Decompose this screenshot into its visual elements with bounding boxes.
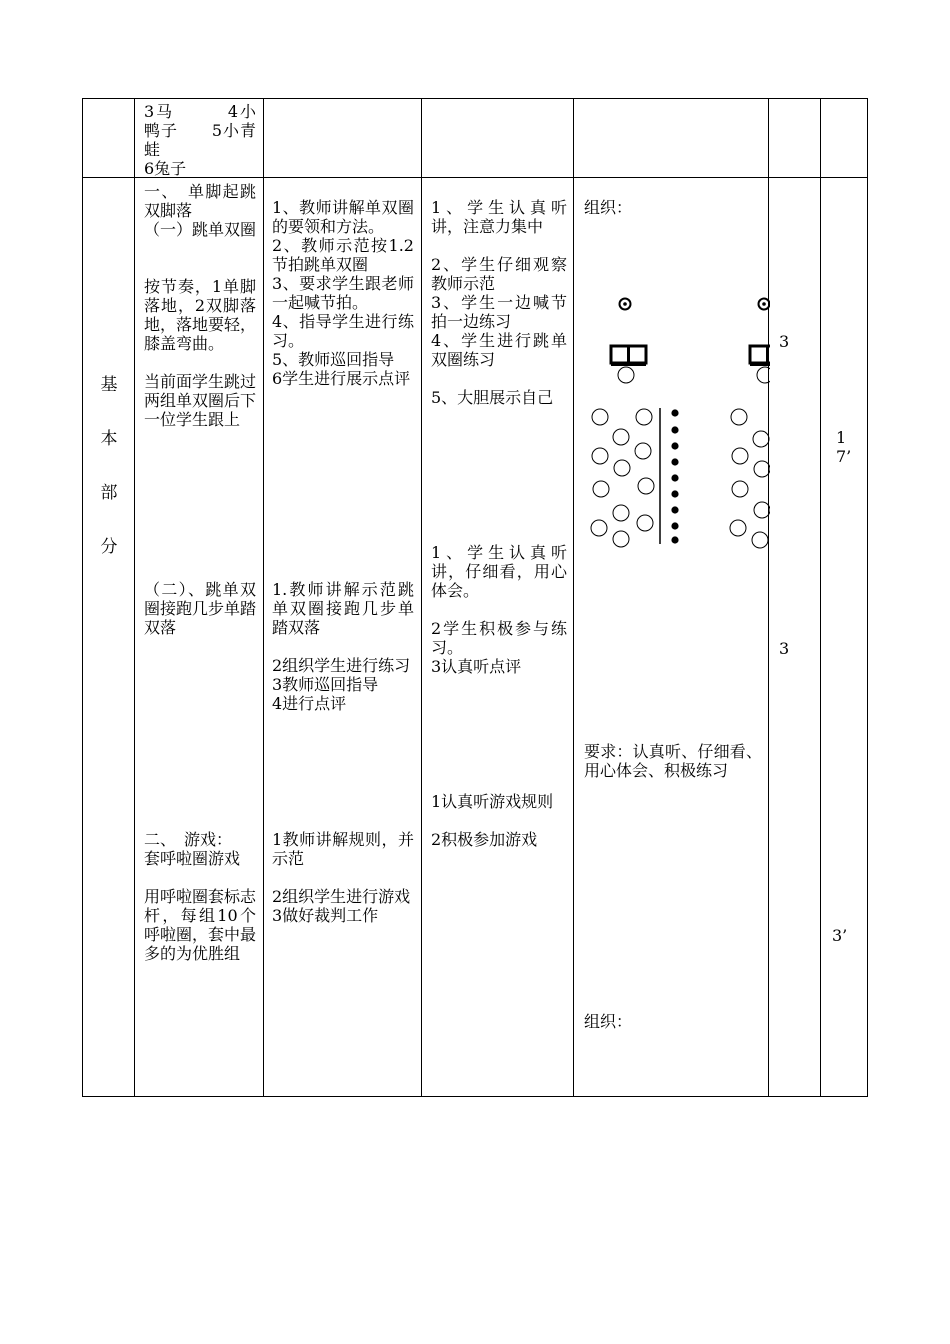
student-step: 1认真听游戏规则 xyxy=(431,792,554,811)
table-border-top xyxy=(82,98,868,99)
teacher-activities-3 xyxy=(272,830,414,925)
student-activities-3 xyxy=(431,792,567,849)
teacher-step: 4、指导学生进行练习。 xyxy=(272,312,414,350)
start-box-icon xyxy=(611,346,646,383)
part1-description: 按节奏，1单脚落地，2双脚落地，落地要轻，膝盖弯曲。 xyxy=(144,277,257,353)
student-step: 2、学生仔细观察教师示范 xyxy=(431,255,567,293)
hoop-group-left xyxy=(591,409,654,547)
student-row xyxy=(671,409,678,543)
part3-title: 二、 游戏： xyxy=(144,830,233,849)
times-value-2: 3 xyxy=(779,639,790,658)
teacher-step: 1教师讲解规则，并示范 xyxy=(272,830,414,868)
organization-label-2: 组织： xyxy=(584,1012,633,1031)
col-divider xyxy=(820,98,821,1097)
duration-value-1: 17’ xyxy=(836,428,852,466)
col-divider xyxy=(768,98,769,1097)
col-divider xyxy=(134,98,135,1097)
section-label-char: 分 xyxy=(100,537,118,557)
part3-block xyxy=(144,830,256,963)
part3-description: 用呼啦圈套标志杆，每组10个呼啦圈，套中最多的为优胜组 xyxy=(144,887,257,963)
section-label xyxy=(97,370,121,586)
part1-title: 一、 单脚起跳双脚落 xyxy=(144,182,256,220)
table-border-bottom xyxy=(82,1096,868,1097)
teacher-step: 5、教师巡回指导 xyxy=(272,350,395,369)
requirement-text: 要求：认真听、仔细看、用心体会、积极练习 xyxy=(584,742,762,780)
duration-value-2: 3’ xyxy=(832,926,848,945)
teacher-step: 2组织学生进行练习 xyxy=(272,656,411,675)
student-step: 2学生积极参与练习。 xyxy=(431,619,567,657)
section-label-char: 本 xyxy=(100,429,118,449)
teacher-step: 3、要求学生跟老师一起喊节拍。 xyxy=(272,274,414,312)
teacher-marker-left xyxy=(620,299,631,310)
student-step: 2积极参加游戏 xyxy=(431,830,538,849)
teacher-step: 2组织学生进行游戏 xyxy=(272,887,411,906)
teacher-step: 1.教师讲解示范跳单双圈接跑几步单踏双落 xyxy=(272,580,414,637)
col-divider xyxy=(263,98,264,1097)
animal-list: 3马 4小鸭子 5小青蛙 6兔子 xyxy=(144,102,256,178)
table-border-right xyxy=(867,98,868,1097)
part2-title: （二）、跳单双圈接跑几步单踏双落 xyxy=(144,580,257,637)
student-step: 4、学生进行跳单双圈练习 xyxy=(431,331,567,369)
teacher-activities-1 xyxy=(272,198,414,388)
part1-subtitle: （一）跳单双圈 xyxy=(144,220,257,239)
teacher-step: 1、教师讲解单双圈的要领和方法。 xyxy=(272,198,414,236)
teacher-activities-2 xyxy=(272,580,414,713)
student-activities-1 xyxy=(431,198,567,407)
part1-rule: 当前面学生跳过两组单双圈后下一位学生跟上 xyxy=(144,372,257,429)
top-row-content xyxy=(144,102,256,178)
hoop-group-right xyxy=(730,409,770,548)
teacher-marker-right xyxy=(759,299,770,310)
teacher-step: 3做好裁判工作 xyxy=(272,906,379,925)
part2-block xyxy=(144,580,256,637)
student-step: 3、学生一边喊节拍一边练习 xyxy=(431,293,567,331)
formation-diagram xyxy=(584,290,770,550)
col-divider xyxy=(573,98,574,1097)
start-box-icon xyxy=(750,346,770,383)
teacher-step: 2、教师示范按1.2节拍跳单双圈 xyxy=(272,236,414,274)
teacher-step: 4进行点评 xyxy=(272,694,347,713)
col-divider xyxy=(421,98,422,1097)
teacher-step: 3教师巡回指导 xyxy=(272,675,379,694)
part3-name: 套呼啦圈游戏 xyxy=(144,849,241,868)
teacher-step: 6学生进行展示点评 xyxy=(272,369,411,388)
student-step: 1、学生认真听讲，仔细看，用心体会。 xyxy=(431,543,567,600)
table-border-left xyxy=(82,98,83,1097)
section-label-char: 部 xyxy=(100,483,118,503)
student-activities-2 xyxy=(431,543,567,676)
organization-label-1: 组织： xyxy=(584,198,633,217)
student-step: 1、学生认真听讲，注意力集中 xyxy=(431,198,567,236)
content-column xyxy=(144,182,256,429)
section-label-char: 基 xyxy=(100,375,118,395)
student-step: 5、大胆展示自己 xyxy=(431,388,554,407)
student-step: 3认真听点评 xyxy=(431,657,522,676)
times-value-1: 3 xyxy=(779,332,790,351)
